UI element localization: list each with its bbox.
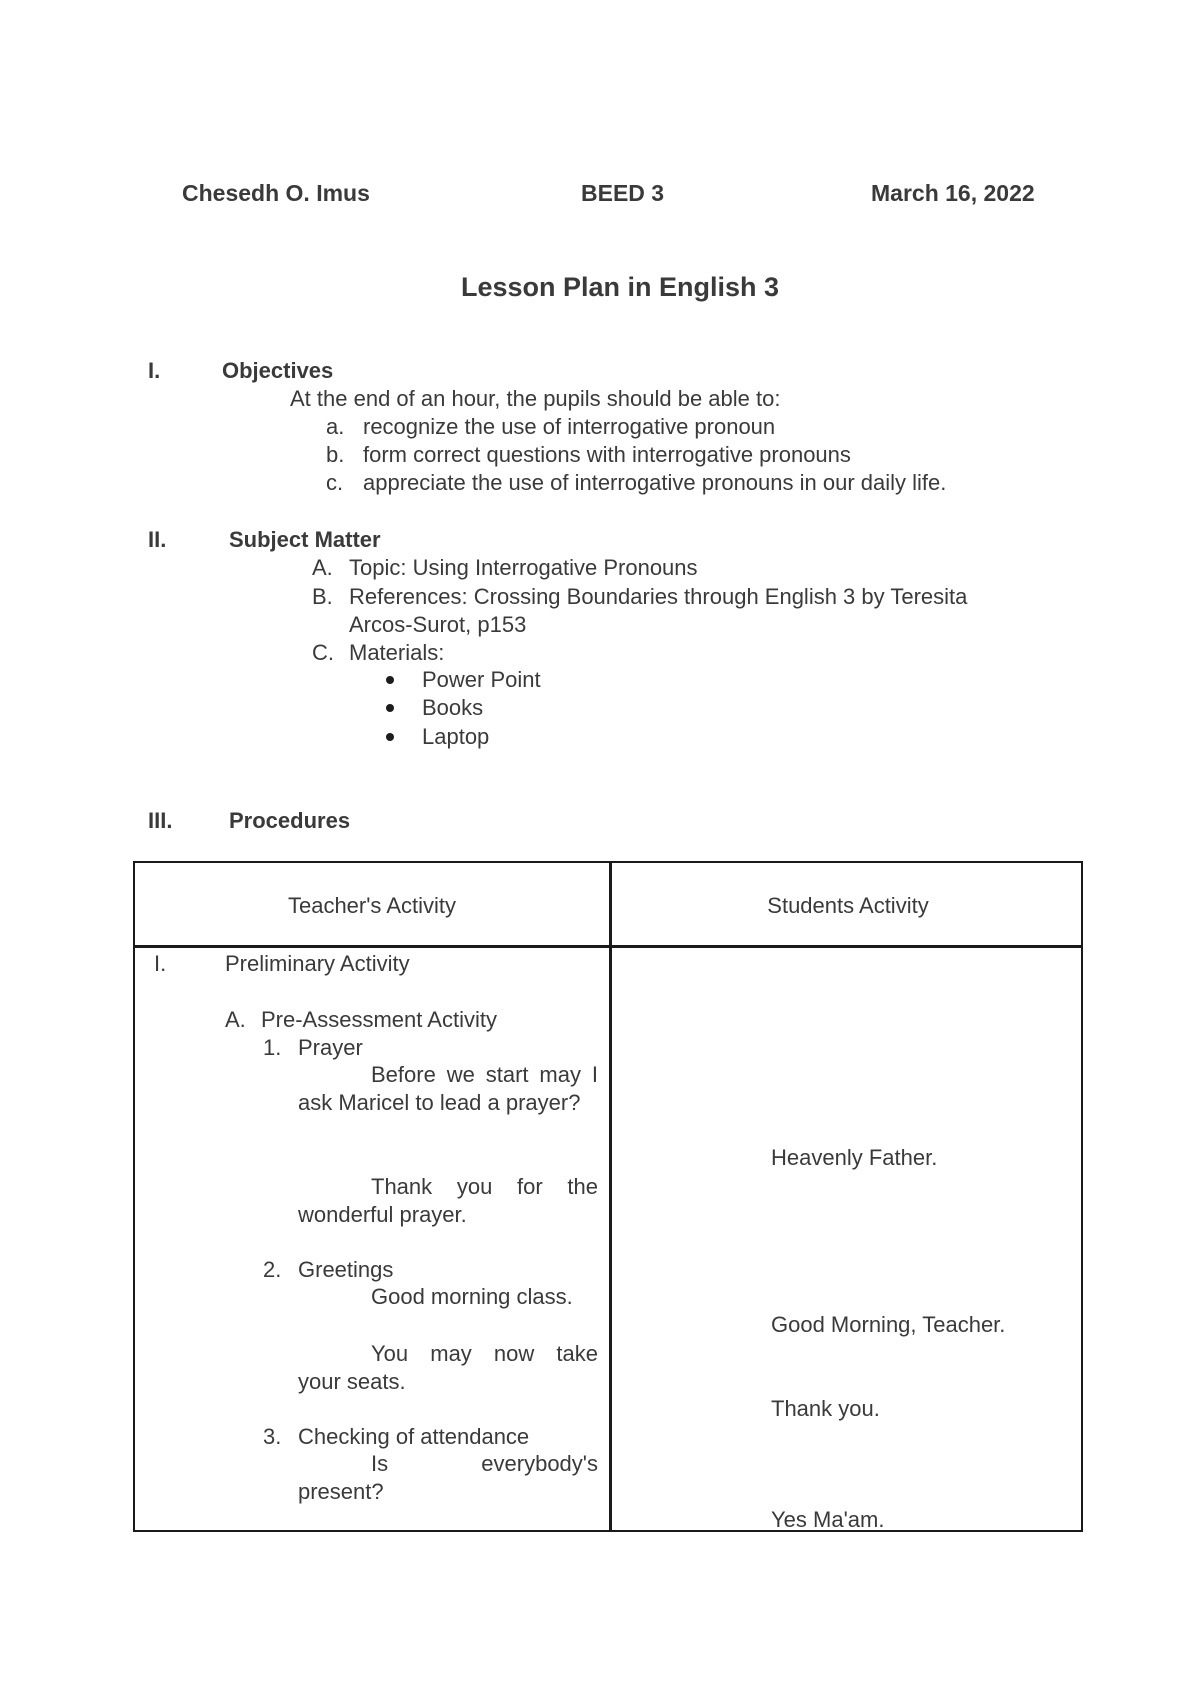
- objective-item-b: form correct questions with interrogative pronouns: [363, 442, 851, 467]
- bullet-icon: [386, 676, 394, 684]
- material-item: Power Point: [422, 667, 541, 692]
- prayer-question: Before we start may I ask Maricel to lead a prayer?: [298, 1062, 598, 1115]
- objectives-heading: Objectives: [222, 358, 334, 383]
- pre-assessment-activity: Pre-Assessment Activity: [261, 1007, 497, 1032]
- procedures-numeral: III.: [148, 808, 173, 833]
- objective-item-a: recognize the use of interrogative pronoun: [363, 414, 776, 439]
- author-name: Chesedh O. Imus: [182, 180, 370, 206]
- pre-assessment-marker: A.: [225, 1007, 246, 1032]
- procedures-table: [133, 861, 1083, 1532]
- material-item: Books: [422, 695, 484, 720]
- prayer-marker: 1.: [263, 1035, 282, 1060]
- objective-marker-a: a.: [326, 414, 345, 439]
- subject-marker-c: C.: [312, 640, 334, 665]
- objectives-numeral: I.: [148, 358, 161, 383]
- student-response: Good Morning, Teacher.: [771, 1312, 1006, 1337]
- prayer-thanks: Thank you for the wonderful prayer.: [298, 1174, 598, 1227]
- attendance-question: Is everybody's present?: [298, 1451, 598, 1504]
- date-label: March 16, 2022: [871, 180, 1035, 206]
- prayer-heading: Prayer: [298, 1035, 363, 1060]
- preliminary-numeral: I.: [154, 951, 167, 976]
- bullet-icon: [386, 704, 394, 712]
- seats-line: You may now take your seats.: [298, 1341, 598, 1394]
- table-header-divider: [135, 945, 1081, 948]
- greetings-marker: 2.: [263, 1257, 282, 1282]
- subject-references-cont: Arcos-Surot, p153: [349, 612, 527, 637]
- student-response: Yes Ma'am.: [771, 1507, 885, 1532]
- greetings-heading: Greetings: [298, 1257, 394, 1282]
- students-activity-header: Students Activity: [767, 893, 929, 918]
- course-label: BEED 3: [581, 180, 665, 206]
- subject-matter-heading: Subject Matter: [229, 527, 381, 552]
- objective-marker-b: b.: [326, 442, 345, 467]
- material-item: Laptop: [422, 724, 490, 749]
- greeting-line: Good morning class.: [371, 1284, 573, 1309]
- document-title: Lesson Plan in English 3: [460, 272, 780, 302]
- teacher-activity-header: Teacher's Activity: [287, 893, 457, 918]
- subject-materials: Materials:: [349, 640, 445, 665]
- attendance-heading: Checking of attendance: [298, 1424, 530, 1449]
- preliminary-activity: Preliminary Activity: [225, 951, 410, 976]
- subject-marker-a: A.: [312, 555, 333, 580]
- subject-topic: Topic: Using Interrogative Pronouns: [349, 555, 698, 580]
- attendance-marker: 3.: [263, 1424, 282, 1449]
- student-response: Thank you.: [771, 1396, 880, 1421]
- objectives-intro: At the end of an hour, the pupils should be able to:: [290, 386, 781, 411]
- subject-references: References: Crossing Boundaries through English 3 by Teresita: [349, 584, 968, 609]
- subject-marker-b: B.: [312, 584, 333, 609]
- objective-item-c: appreciate the use of interrogative pronouns in our daily life.: [363, 470, 947, 495]
- procedures-heading: Procedures: [229, 808, 351, 833]
- bullet-icon: [386, 733, 394, 741]
- subject-matter-numeral: II.: [148, 527, 167, 552]
- student-response: Heavenly Father.: [771, 1145, 938, 1170]
- objective-marker-c: c.: [326, 470, 344, 495]
- table-column-divider: [609, 863, 612, 1530]
